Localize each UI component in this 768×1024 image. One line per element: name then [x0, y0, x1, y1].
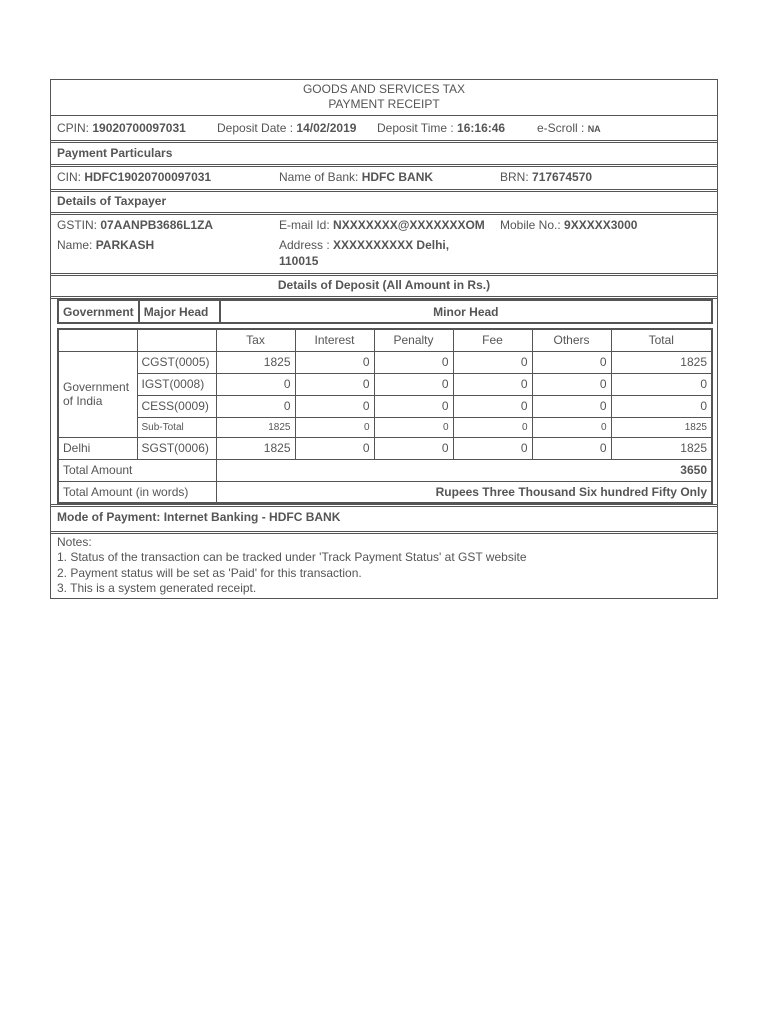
col-total: Total — [611, 329, 712, 351]
cpin-label: CPIN: — [57, 121, 90, 135]
value-cell: 0 — [532, 395, 611, 417]
total-amount-value: 3650 — [216, 459, 712, 481]
col-tax: Tax — [216, 329, 295, 351]
taxpayer-name-field — [57, 238, 154, 252]
minor-head-columns-row — [58, 329, 712, 351]
value-cell: 0 — [295, 437, 374, 459]
mobile-field — [500, 218, 637, 232]
mode-of-payment — [57, 510, 340, 524]
mobile-label: Mobile No.: — [500, 218, 561, 232]
value-cell: 0 — [374, 351, 453, 373]
mobile-value: 9XXXXX3000 — [564, 218, 638, 232]
address-label: Address : — [279, 238, 330, 252]
table-row — [58, 395, 712, 417]
major-head-cell: CGST(0005) — [137, 351, 216, 373]
gstin-field — [57, 218, 213, 232]
table-row — [58, 351, 712, 373]
value-cell: 1825 — [611, 437, 712, 459]
brn-field — [500, 170, 592, 184]
value-cell: 0 — [374, 417, 453, 437]
value-cell: 0 — [532, 373, 611, 395]
deposit-date-value: 14/02/2019 — [296, 121, 357, 135]
value-cell: 0 — [295, 417, 374, 437]
note-item: 3. This is a system generated receipt. — [57, 581, 257, 595]
value-cell: 0 — [295, 395, 374, 417]
value-cell: 1825 — [216, 437, 295, 459]
cin-value: HDFC19020700097031 — [84, 170, 212, 184]
note-item: 1. Status of the transaction can be tracked under 'Track Payment Status' at GST website — [57, 550, 527, 564]
deposit-date-label: Deposit Date : — [217, 121, 294, 135]
mode-value: Internet Banking - HDFC BANK — [163, 510, 341, 524]
email-field — [279, 218, 485, 232]
gov-delhi-cell: Delhi — [58, 437, 137, 459]
receipt-title-line1: GOODS AND SERVICES TAX — [302, 82, 466, 96]
receipt-title-line2: PAYMENT RECEIPT — [328, 97, 440, 111]
taxpayer-name-value: PARKASH — [95, 238, 155, 252]
address-field — [279, 238, 449, 252]
value-cell: 0 — [453, 417, 532, 437]
deposit-table — [57, 328, 713, 504]
value-cell: 0 — [532, 351, 611, 373]
deposit-time-field — [377, 121, 505, 135]
email-label: E-mail Id: — [279, 218, 330, 232]
value-cell: 0 — [453, 395, 532, 417]
address-line1: XXXXXXXXXX Delhi, — [333, 238, 450, 252]
escroll-field — [537, 121, 601, 135]
value-cell: 0 — [216, 373, 295, 395]
total-amount-row — [58, 459, 712, 481]
value-cell: 1825 — [216, 351, 295, 373]
value-cell: 0 — [216, 395, 295, 417]
major-head-cell: IGST(0008) — [137, 373, 216, 395]
major-head-cell: Sub-Total — [137, 417, 216, 437]
value-cell: 0 — [532, 437, 611, 459]
col-fee: Fee — [453, 329, 532, 351]
value-cell: 1825 — [216, 417, 295, 437]
deposit-time-label: Deposit Time : — [377, 121, 454, 135]
value-cell: 0 — [295, 373, 374, 395]
taxpayer-heading: Details of Taxpayer — [57, 194, 167, 208]
table-row — [58, 437, 712, 459]
email-value: NXXXXXXX@XXXXXXXOM — [333, 218, 485, 232]
escroll-label: e-Scroll : — [537, 121, 585, 135]
cin-label: CIN: — [57, 170, 81, 184]
value-cell: 1825 — [611, 351, 712, 373]
escroll-value: NA — [587, 124, 601, 134]
col-penalty: Penalty — [374, 329, 453, 351]
col-major-head: Major Head — [139, 300, 220, 323]
cin-field — [57, 170, 211, 184]
subtotal-row — [58, 417, 712, 437]
deposit-heading: Details of Deposit (All Amount in Rs.) — [277, 278, 491, 292]
deposit-time-value: 16:16:46 — [457, 121, 506, 135]
col-others: Others — [532, 329, 611, 351]
value-cell: 0 — [532, 417, 611, 437]
bank-value: HDFC BANK — [361, 170, 434, 184]
major-head-cell: SGST(0006) — [137, 437, 216, 459]
deposit-date-field — [217, 121, 356, 135]
value-cell: 0 — [374, 395, 453, 417]
gov-india-cell: Government of India — [58, 351, 137, 437]
value-cell: 0 — [374, 373, 453, 395]
taxpayer-name-label: Name: — [57, 238, 93, 252]
payment-receipt — [50, 79, 718, 599]
col-government: Government — [58, 300, 139, 323]
address-line2: 110015 — [279, 254, 319, 268]
cpin-field — [57, 121, 186, 135]
brn-label: BRN: — [500, 170, 529, 184]
value-cell: 0 — [374, 437, 453, 459]
note-item: 2. Payment status will be set as 'Paid' for this transaction. — [57, 566, 362, 580]
total-amount-label: Total Amount — [58, 459, 216, 481]
cpin-value: 19020700097031 — [92, 121, 186, 135]
payment-particulars-heading: Payment Particulars — [57, 146, 173, 160]
value-cell: 0 — [453, 373, 532, 395]
table-row — [58, 373, 712, 395]
total-words-row — [58, 481, 712, 503]
value-cell: 0 — [453, 351, 532, 373]
notes-title: Notes: — [57, 535, 92, 549]
value-cell: 0 — [611, 373, 712, 395]
bank-field — [279, 170, 433, 184]
brn-value: 717674570 — [532, 170, 593, 184]
mode-label: Mode of Payment: — [57, 510, 161, 524]
major-head-cell: CESS(0009) — [137, 395, 216, 417]
value-cell: 0 — [611, 395, 712, 417]
gstin-value: 07AANPB3686L1ZA — [100, 218, 214, 232]
value-cell: 0 — [453, 437, 532, 459]
total-words-value: Rupees Three Thousand Six hundred Fifty Only — [216, 481, 712, 503]
value-cell: 1825 — [611, 417, 712, 437]
col-minor-head: Minor Head — [220, 300, 712, 323]
bank-label: Name of Bank: — [279, 170, 359, 184]
col-interest: Interest — [295, 329, 374, 351]
total-words-label: Total Amount (in words) — [58, 481, 216, 503]
gstin-label: GSTIN: — [57, 218, 98, 232]
value-cell: 0 — [295, 351, 374, 373]
deposit-header-table — [57, 299, 713, 324]
